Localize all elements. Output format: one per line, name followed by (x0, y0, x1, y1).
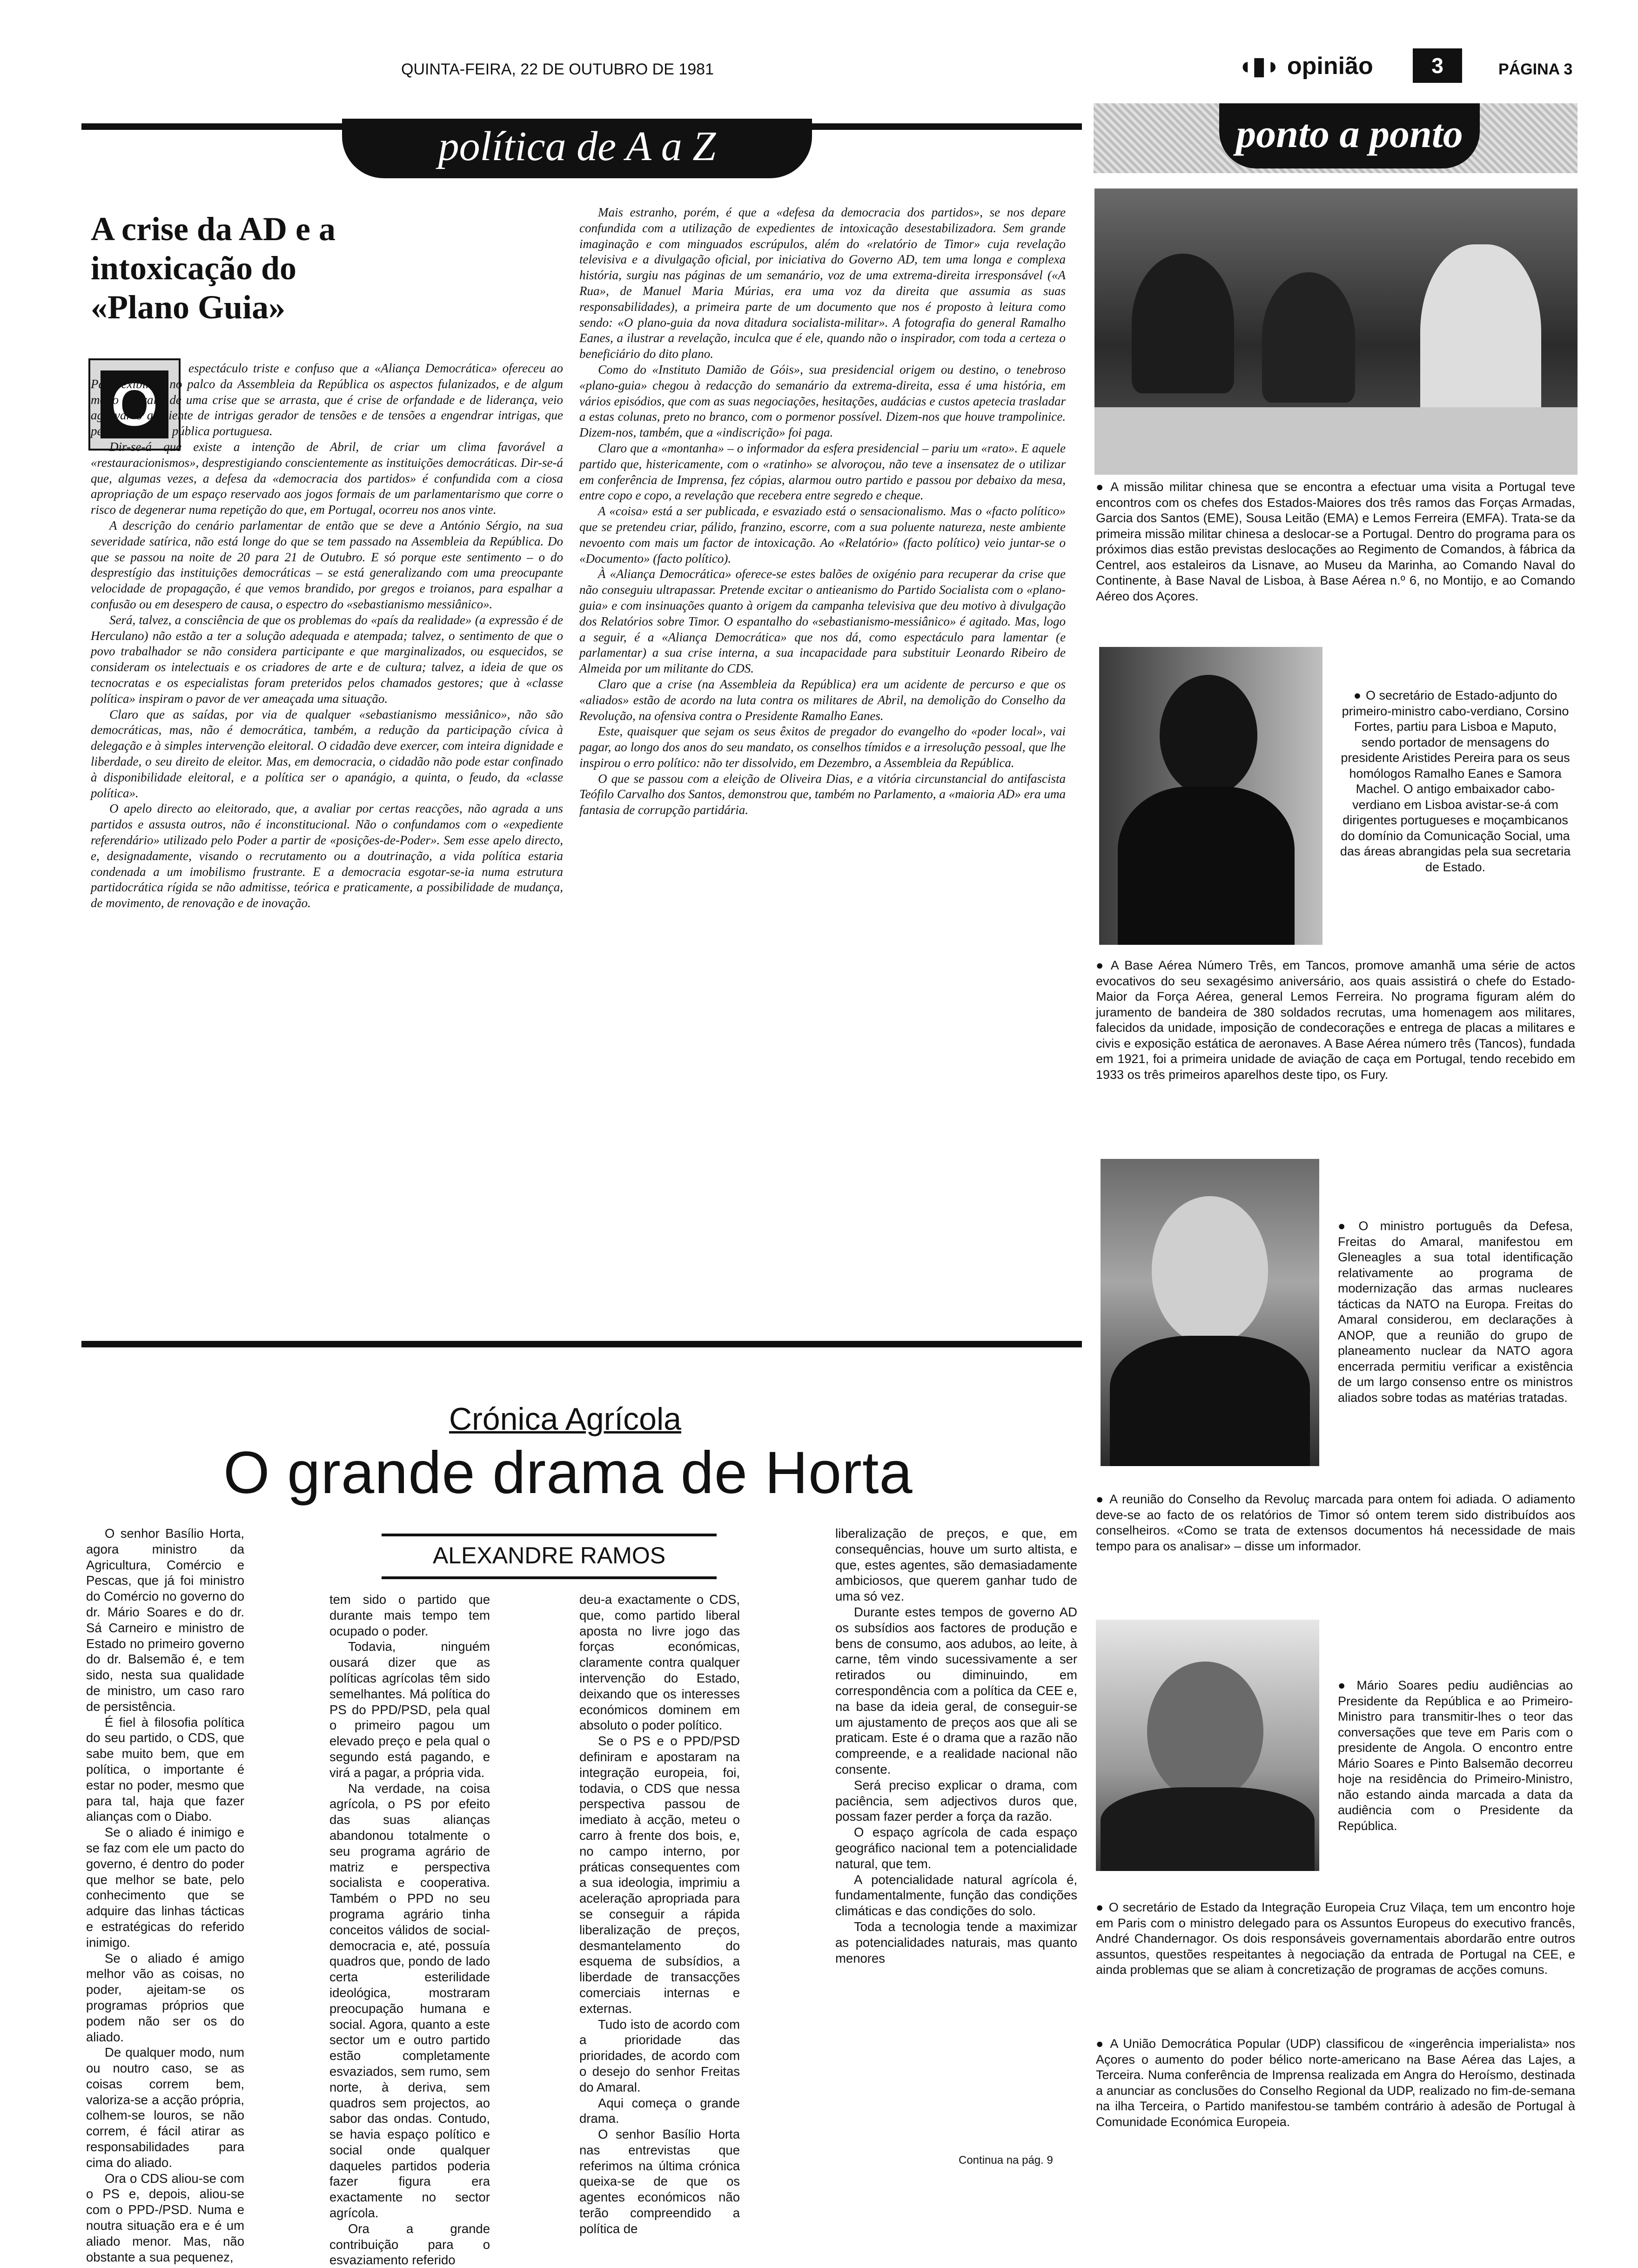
article-paragraph: Se o aliado é amigo melhor vão as coisas, no poder, ajeitam-se os programas próprios que podem não ser os do aliado. (86, 1951, 244, 2044)
ponto-item-6 (1338, 1678, 1573, 1834)
photo-mario-soares (1096, 1620, 1319, 1871)
ponto-item-2 (1338, 688, 1573, 875)
article-paragraph: Se o aliado é inimigo e se faz com ele um pacto do governo, é dentro do poder que melhor se bate, pelo conhecimento que se adquire das linhas tácticas e estratégicas do referido inimigo. (86, 1825, 244, 1950)
ponto-item-text: ● A missão militar chinesa que se encontra a efectuar uma visita a Portugal teve encontros com os chefes dos Estados-Maiores dos três ramos das Forças Armadas, Garcia dos Santos (EME), Sousa Leitão (EMA) e Lemos Ferreira (EMFA). Trata-se da primeira missão militar chinesa a deslocar-se a Portugal. Dentro do programa para os próximos dias estão previstas deslocações ao Regimento de Comandos, à fábrica da Centrel, aos estaleiros da Lisnave, ao Museu da Marinha, ao Comando Naval do Continente, à Base Naval de Lisboa, à Base Aérea n.º 6, no Montijo, e ao Comando Aéreo dos Açores. (1096, 479, 1575, 604)
article-paragraph: Ora o CDS aliou-se com o PS e, depois, aliou-se com o PPD-/PSD. Numa e noutra situação era e é um aliado menor. Mas, não obstante a sua pequenez, (86, 2171, 244, 2264)
photo-freitas-do-amaral (1101, 1159, 1319, 1466)
issue-date: QUINTA-FEIRA, 22 DE OUTUBRO DE 1981 (401, 61, 714, 78)
article-paragraph: O espaço agrícola de cada espaço geográfico nacional tem a potencialidade natural, que tem. (835, 1825, 1077, 1871)
cronica-column-2 (329, 1592, 490, 2268)
article-paragraph: Toda a tecnologia tende a maximizar as potencialidades naturais, mas quanto menores (835, 1919, 1077, 1965)
drop-cap: O (88, 358, 181, 451)
ponto-item-1 (1096, 479, 1575, 604)
article-paragraph: Ora a grande contribuição para o esvaziamento referido (329, 2221, 490, 2268)
author-box (382, 1534, 717, 1580)
photo-corsino-fortes (1099, 647, 1322, 945)
ponto-item-text: ● A Base Aérea Número Três, em Tancos, promove amanhã uma série de actos evocativos do seu sexagésimo aniversário, aos quais assistirá o chefe do Estado-Maior da Força Aérea, general Lemos Ferreira. No programa figuram além do juramento de bandeira de 380 soldados recrutas, uma homenagem aos militares, falecidos da unidade, imposição de condecorações e entrega de placas a militares e civis e exposição estática de aeronaves. A Base Aérea número três (Tancos), fundada em 1921, foi a primeira unidade de aviação de caça em Portugal, tendo recebido em 1933 os três primeiros aparelhos deste tipo, os Fury. (1096, 958, 1575, 1083)
page-number: PÁGINA 3 (1498, 61, 1573, 78)
article-paragraph: Será preciso explicar o drama, com paciência, sem adjectivos duros que, possam fazer perder a força da razão. (835, 1777, 1077, 1824)
article-paragraph: O que se passou com a eleição de Oliveira Dias, e a vitória circunstancial do antifascista Teófilo Carvalho dos Santos, demonstrou que, também no Parlamento, a «maioria AD» era uma fantasia de corrupção partidária. (579, 771, 1066, 817)
article-paragraph: A «coisa» está a ser publicada, e esvaziado está o sensacionalismo. Mas o «facto político» que se pretendeu criar, pálido, franzino, escorre, com a sua poluente natureza, neste ambiente nevoento com mais um factor de intoxicação. Ao «Relatório» (facto político) veio juntar-se o «Documento» (facto político). (579, 504, 1066, 565)
article-paragraph: De qualquer modo, num ou noutro caso, se as coisas correm bem, valoriza-se a acção própria, colhem-se louros, se não correm, é fácil atirar as responsabilidades para cima do aliado. (86, 2045, 244, 2170)
photo-chinese-military-mission (1094, 188, 1578, 475)
ponto-item-5 (1096, 1492, 1575, 1554)
article-paragraph: liberalização de preços, e que, em consequências, houve um surto altista, e que, estes agentes, são demasiadamente ambiciosos, que querem ganhar tudo de uma só vez. (835, 1526, 1077, 1604)
article-paragraph: Este, quaisquer que sejam os seus êxitos de pregador do evangelho do «poder local», vai pagar, ao longo dos anos do seu mandato, os conselhos tímidos e a irresolução pessoal, que lhe inspirou o erro político: não ter dissolvido, em Dezembro, a Assembleia da República. (579, 724, 1066, 770)
ponto-item-text: ● O secretário de Estado-adjunto do primeiro-ministro cabo-verdiano, Corsino Fortes, partiu para Lisboa e Maputo, sendo portador de mensagens do presidente Aristides Pereira para os seus homólogos Ramalho Eanes e Samora Machel. O antigo embaixador cabo-verdiano em Lisboa avistar-se-á com dirigentes portugueses e moçambicanos do domínio da Comunicação Social, uma das áreas abrangidas pela sua secretaria de Estado. (1338, 688, 1573, 875)
ponto-banner: ponto a ponto (1219, 103, 1480, 168)
article-paragraph: Será, talvez, a consciência de que os problemas do «país da realidade» (a expressão é de Herculano) não estão a ter a solução adequada e atempada; talvez, o sentimento de que o povo trabalhador se não considera participante e que marginalizados, ou esquecidos, se consideram os intelectuais e os criadores de arte e de cultura; talvez, a ideia de que os tecnocratas e os especialistas foram preteridos pelos chamados gestores; que à «classe política» inspiram o pavor de ver ameaçada uma situação. (91, 612, 563, 706)
article-paragraph: deu-a exactamente o CDS, que, como partido liberal aposta no livre jogo das forças económicas, claramente contra qualquer intervenção do Estado, deixando que os interesses económicos dominem em absoluto o poder político. (579, 1592, 740, 1733)
article-paragraph: Claro que a «montanha» – o informador da esfera presidencial – pariu um «rato». E aquele partido que, histericamente, com o «ratinho» se alvoroçou, não teve a insensatez de o utilizar em conferência de Imprensa, fez cópias, alarmou outro partido e passou por debaixo da mesa, entre copo e copo, a revelação que recebera entre segredo e cheque. (579, 441, 1066, 503)
article-paragraph: É fiel à filosofia política do seu partido, o CDS, que sabe muito bem, que em política, o importante é estar no poder, mesmo que para tal, haja que fazer alianças com o Diabo. (86, 1715, 244, 1824)
article-paragraph: Dir-se-á que existe a intenção de Abril, de criar um clima favorável a «restauracionismos», desprestigiando conscientemente as instituições democráticas. Dir-se-á que, algumas vezes, a defesa da «democracia dos partidos» é confundida com a ciosa apropriação de um espaço reservado aos jogos formais de um parlamentarismo que corre o risco de degenerar numa repetição do que, em Portugal, ocorreu nos anos vinte. (91, 439, 563, 517)
article-paragraph: À «Aliança Democrática» oferece-se estes balões de oxigénio para recuperar da crise que não conseguiu ultrapassar. Pretende excitar o antieanismo do Partido Socialista com o «plano-guia» e com insinuações quanto à origem da campanha televisiva que deu motivo à divulgação dos Relatórios sobre Timor. O espantalho do «sebastianismo-messiânico» é agitado. Mas, logo a seguir, é a «Aliança Democrática» que nos dá, como espectáculo para lamentar (e parlamentar) a sua crise interna, a sua incapacidade para substituir Leonardo Ribeiro de Almeida por um militante do CDS. (579, 567, 1066, 676)
cronica-headline: O grande drama de Horta (223, 1440, 913, 1506)
cronica-column-4 (835, 1526, 1077, 2145)
article-paragraph: O senhor Basílio Horta nas entrevistas que referimos na última crónica queixa-se de que os agentes económicos não terão compreendido a política de (579, 2127, 740, 2236)
ponto-item-4 (1338, 1218, 1573, 1406)
politica-banner: política de A a Z (342, 119, 812, 178)
article-paragraph: Tudo isto de acordo com a prioridade das prioridades, de acordo com o desejo do senhor Freitas do Amaral. (579, 2017, 740, 2094)
ponto-item-text: ● A reunião do Conselho da Revoluç marcada para ontem foi adiada. O adiamento deve-se ao facto de os relatórios de Timor só ontem terem sido distribuídos aos conselheiros. «Como se trata de extensos documentos há necessidade de mais tempo para os analisar» – disse um informador. (1096, 1492, 1575, 1554)
article-paragraph: O senhor Basílio Horta, agora ministro da Agricultura, Comércio e Pescas, que já foi ministro do Comércio no governo do dr. Mário Soares e do dr. Sá Carneiro e ministro de Estado no primeiro governo do dr. Balsemão é, e tem sido, nesta sua qualidade de ministro, um caso raro de persistência. (86, 1526, 244, 1714)
article-paragraph: tem sido o partido que durante mais tempo tem ocupado o poder. (329, 1592, 490, 1638)
cronica-column-3 (579, 1592, 740, 2236)
ponto-item-8 (1096, 2036, 1575, 2130)
article-paragraph: O apelo directo ao eleitorado, que, a avaliar por certas reacções, não agrada a uns partidos e assusta outros, não é inconstitucional. Não o confundamos com o «expediente referendário» utilizado pelo Poder a partir de «posições-de-Poder». Sem esse apelo directo, e, designadamente, visando o recrutamento ou a doutrinação, a vida política estaria condenada a um imobilismo frustrante. E a democracia esgotar-se-ia numa estrutura partidocrática rígida se não admitisse, teórica e praticamente, a possibilidade de mudança, de movimento, de renovação e de inovação. (91, 801, 563, 910)
author-name: ALEXANDRE RAMOS (432, 1542, 666, 1568)
cronica-column-1 (86, 1526, 244, 2264)
article-paragraph: Como do «Instituto Damião de Góis», sua presidencial origem ou destino, o tenebroso «plano-guia» chegou à redacção do semanário da extrema-direita, essa é uma história, em vários episódios, que com as suas negociações, hesitações, audácias e custos apetecia trasladar a estas colunas, preto no branco, com o pormenor possível. Dizem-nos que houve trampolinice. Dizem-nos, também, que a «indiscrição» foi paga. (579, 362, 1066, 440)
ponto-item-text: ● O ministro português da Defesa, Freitas do Amaral, manifestou em Gleneagles a sua total identificação relativamente ao programa de modernização das armas nucleares tácticas da NATO na Europa. Freitas do Amaral considerou, em declarações à ANOP, que a reunião do grupo de planeamento nuclear da NATO agora encerrada permitiu verificar a existência de um largo consenso entre os ministros aliados sobre todas as matérias tratadas. (1338, 1218, 1573, 1406)
section-logo (1238, 52, 1373, 80)
ponto-item-7 (1096, 1900, 1575, 1978)
article-paragraph: A descrição do cenário parlamentar de então que se deve a António Sérgio, na sua severidade satírica, não está longe do que se tem passado na Assembleia da República. Do que se passou na noite de 20 para 21 de Outubro. E só porque este sentimento – o do desprestígio das instituições democráticas – se está generalizando com uma preocupante velocidade de propagação, é que vemos brandido, por gregos e troianos, para espalhar a confusão ou em desespero de causa, o espectro do «sebastianismo messiânico». (91, 518, 563, 611)
cronica-kicker: Crónica Agrícola (449, 1401, 681, 1437)
ponto-item-text: ● A União Democrática Popular (UDP) classificou de «ingerência imperialista» nos Açores o aumento do poder bélico norte-americano na Base Aérea das Lajes, a Terceira. Numa conferência de Imprensa realizada em Angra do Heroísmo, destinada a anunciar as conclusões do Conselho Regional da UDP, realizado no fim-de-semana na ilha Terceira, o Partido manifestou-se também contrário à adesão de Portugal à Comunidade Económica Europeia. (1096, 2036, 1575, 2130)
article-paragraph: espectáculo triste e confuso que a «Aliança Democrática» ofereceu ao País, exibindo no palco da Assembleia da República os aspectos fulanizados, e de algum modo teatrais, de uma crise que se arrasta, que é crise de orfandade e de liderança, veio agravar o ambiente de intrigas gerador de tensões e de tensões a engendrar intrigas, que perturba a vida pública portuguesa. (91, 361, 563, 438)
article-paragraph: Claro que a crise (na Assembleia da República) era um acidente de percurso e que os «aliados» estão de acordo na luta contra os militares de Abril, na demolição do Conselho da Revolução, na ofensiva contra o Presidente Ramalho Eanes. (579, 677, 1066, 723)
article-paragraph: A potencialidade natural agrícola é, fundamentalmente, função das condições climáticas e das condições do solo. (835, 1872, 1077, 1918)
article-paragraph: Na verdade, na coisa agrícola, o PS por efeito das suas alianças abandonou totalmente o seu programa agrário de matriz e perspectiva socialista e cooperativa. Também o PPD no seu programa agrário tinha conceitos válidos de social-democracia e, até, possuía quadros que, pondo de lado certa esterilidade ideológica, mostraram preocupação humana e social. Agora, quanto a este sector um e outro partido estão completamente esvaziados, sem rumo, sem norte, à deriva, sem quadros sem projectos, ao sabor das ondas. Contudo, se havia espaço político e social onde qualquer daqueles partidos poderia fazer figura era exactamente no sector agrícola. (329, 1781, 490, 2221)
politica-column-2 (579, 205, 1066, 1340)
article-paragraph: Mais estranho, porém, é que a «defesa da democracia dos partidos», se nos depare confundida com a utilização de expedientes de intoxicação desestabilizadora. Sem grande imaginação e com minguados escrúpulos, além do «relatório de Timor» cuja revelação televisiva e a divulgação oficial, por iniciativa do Governo AD, tem uma longa e complexa história, surgiu nas páginas de um semanário, voz de uma extrema-direita irresponsável («A Rua», de Manuel Maria Múrias, era uma voz da direita que assumia as suas responsabilidades), a primeira parte de um documento que nos é proposto à leitura como sendo: «O plano-guia da nova ditadura socialista-militar». A fotografia do general Ramalho Eanes, a ilustrar a revelação, inculca que é ele, quando não o inspirador, com toda a certeza o beneficiário do dito plano. (579, 205, 1066, 361)
ponto-item-3 (1096, 958, 1575, 1083)
section-name: opinião (1287, 53, 1373, 80)
article-paragraph: Durante estes tempos de governo AD os subsídios aos factores de produção e bens de consumo, aos adubos, ao leite, à carne, têm vindo sucessivamente a ser retirados ou diminuindo, em correspondência com a política da CEE e, na base da ideia geral, de conseguir-se um ajustamento de preços aos que ali se praticam. Este é o drama que a razão não compreende, e a realidade nacional não consente. (835, 1604, 1077, 1777)
ponto-item-text: ● Mário Soares pediu audiências ao Presidente da República e ao Primeiro-Ministro para transmitir-lhes o teor das conversações que teve em Paris com o presidente de Angola. O encontro entre Mário Soares e Pinto Balsemão decorreu hoje na residência do Primeiro-Ministro, não estando ainda marcada a data da audiência com o Presidente da República. (1338, 1678, 1573, 1834)
politica-headline: A crise da AD e a intoxicação do «Plano Guia» (91, 210, 336, 326)
logo-mark-icon: ◖▮◗ (1238, 53, 1281, 80)
article-paragraph: Aqui começa o grande drama. (579, 2095, 740, 2126)
article-paragraph: Todavia, ninguém ousará dizer que as políticas agrícolas têm sido semelhantes. Má política do PS do PPD/PSD, pela qual o primeiro pagou um elevado preço e pela qual o segundo está pagando, e virá a pagar, a própria vida. (329, 1639, 490, 1780)
continua-link[interactable]: Continua na pág. 9 (959, 2154, 1053, 2167)
ponto-item-text: ● O secretário de Estado da Integração Europeia Cruz Vilaça, tem um encontro hoje em Paris com o ministro delegado para os Assuntos Europeus do executivo francês, André Chandernagor. Os dois responsáveis governamentais abordarão entre outros assuntos, questões respeitantes à negociação da entrada de Portugal na CEE, e ainda problemas que se aliam à concretização de programas de acções comuns. (1096, 1900, 1575, 1978)
article-paragraph: Se o PS e o PPD/PSD definiram e apostaram na integração europeia, foi, todavia, o CDS que nessa perspectiva passou de imediato à acção, meteu o carro à frente dos bois, e, no campo interno, por práticas consequentes com a sua ideologia, imprimiu a aceleração apropriada para se conseguir a rápida liberalização de preços, desmantelamento do esquema de subsídios, a liberdade de transacções comerciais internas e externas. (579, 1734, 740, 2016)
politica-column-1 (91, 361, 563, 1338)
article-paragraph: Claro que as saídas, por via de qualquer «sebastianismo messiânico», não são democráticas, mas, não é democrática, também, a redução da participação cívica à delegação e à simples intervenção eleitoral. O cidadão deve exercer, com inteira dignidade e liberdade, o seu direito de eleitor. Mas, em democracia, o cidadão não pode estar confinado à disponibilidade eleitoral, e a política ser o apanágio, a quinta, o feudo, da «classe política». (91, 707, 563, 800)
page-badge: 3 (1413, 48, 1462, 83)
